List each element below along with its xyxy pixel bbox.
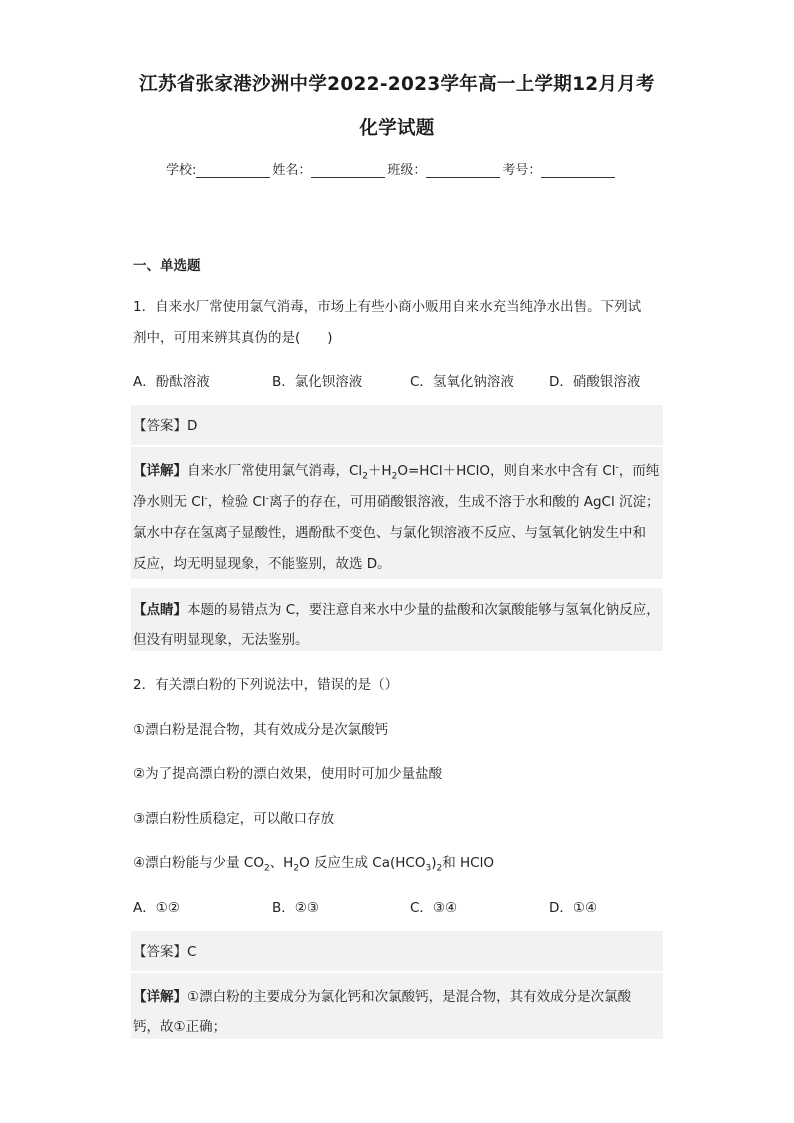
q1-tip-line2: 但没有明显现象，无法鉴别。 xyxy=(133,632,309,648)
answer-label: 【答案】 xyxy=(133,944,187,960)
q1-tip-line1 xyxy=(133,598,660,618)
answer-label: 【答案】 xyxy=(133,418,187,434)
q2-detail-line1 xyxy=(133,985,631,1005)
item-text: 和 HClO xyxy=(442,855,494,871)
detail-text: 离子的存在，可用硝酸银溶液，生成不溶于水和酸的 AgCl 沉淀； xyxy=(268,494,660,510)
q2-item3: ③漂白粉性质稳定，可以敞口存放 xyxy=(133,811,335,827)
q2-option-d: D．①④ xyxy=(549,900,598,916)
q1-detail-line4: 反应，均无明显现象，不能鉴别，故选 D。 xyxy=(133,556,391,572)
q2-option-b: B．②③ xyxy=(272,900,319,916)
class-label: 班级： xyxy=(387,163,427,178)
detail-text: 净水则无 Cl xyxy=(133,494,205,510)
q1-stem-line1: 1．自来水厂常使用氯气消毒，市场上有些小商小贩用自来水充当纯净水出售。下列试 xyxy=(133,299,642,315)
q1-answer xyxy=(133,414,197,434)
item-text: ) xyxy=(431,855,437,871)
class-blank[interactable] xyxy=(426,163,500,178)
superscript: - xyxy=(615,462,619,473)
exam-subtitle: 化学试题 xyxy=(359,118,435,139)
detail-text: O=HCl＋HClO，则自来水中含有 Cl xyxy=(397,463,616,479)
answer-value: D xyxy=(187,418,198,434)
q1-detail-line3: 氯水中存在氢离子显酸性，遇酚酞不变色、与氯化钡溶液不反应、与氢氧化钠发生中和 xyxy=(133,525,646,541)
item-text: O 反应生成 Ca(HCO xyxy=(299,855,426,871)
detail-label: 【详解】 xyxy=(133,989,187,1005)
subscript: 2 xyxy=(263,863,270,874)
q1-option-b: B．氯化钡溶液 xyxy=(272,374,363,390)
q1-detail-line1 xyxy=(133,459,660,482)
q2-stem: 2．有关漂白粉的下列说法中，错误的是（） xyxy=(133,677,399,693)
tip-label: 【点睛】 xyxy=(133,602,187,618)
school-blank[interactable] xyxy=(196,163,270,178)
q2-item1: ①漂白粉是混合物，其有效成分是次氯酸钙 xyxy=(133,722,389,738)
subscript: 2 xyxy=(362,471,368,482)
q2-option-a: A．①② xyxy=(133,900,180,916)
q1-detail-line2 xyxy=(133,490,660,510)
q2-answer xyxy=(133,940,196,960)
q1-answer-box xyxy=(131,405,663,445)
detail-text: ①漂白粉的主要成分为氯化钙和次氯酸钙，是混合物，其有效成分是次氯酸 xyxy=(187,989,632,1005)
detail-text: 自来水厂常使用氯气消毒，Cl xyxy=(187,463,363,479)
superscript: - xyxy=(265,493,269,504)
subscript: 3 xyxy=(425,863,432,874)
subscript: 2 xyxy=(391,471,398,482)
detail-text: ，检验 Cl xyxy=(207,494,266,510)
q1-stem-line2: 剂中，可用来辨其真伪的是( ) xyxy=(133,330,333,346)
subscript: 2 xyxy=(436,863,443,874)
q2-detail-line2: 钙，故①正确； xyxy=(133,1019,227,1035)
q2-item4 xyxy=(133,851,494,874)
q1-option-d: D．硝酸银溶液 xyxy=(549,374,641,390)
q2-answer-box xyxy=(131,931,663,971)
student-info-row xyxy=(166,159,617,178)
q1-option-c: C．氢氧化钠溶液 xyxy=(410,374,514,390)
detail-text: ，而纯 xyxy=(618,463,660,479)
exam-number-label: 考号： xyxy=(502,163,542,178)
q2-item2: ②为了提高漂白粉的漂白效果，使用时可加少量盐酸 xyxy=(133,766,443,782)
answer-value: C xyxy=(187,944,197,960)
q2-option-c: C．③④ xyxy=(410,900,458,916)
item-text: 、H xyxy=(269,855,294,871)
name-label: 姓名： xyxy=(272,163,312,178)
name-blank[interactable] xyxy=(311,163,385,178)
q1-option-a: A．酚酞溶液 xyxy=(133,374,210,390)
exam-title: 江苏省张家港沙洲中学2022-2023学年高一上学期12月月考 xyxy=(139,74,655,95)
tip-text: 本题的易错点为 C，要注意自来水中少量的盐酸和次氯酸能够与氢氧化钠反应， xyxy=(187,602,660,618)
detail-label: 【详解】 xyxy=(133,463,187,479)
superscript: - xyxy=(204,493,208,504)
subscript: 2 xyxy=(293,863,300,874)
detail-text: ＋H xyxy=(367,463,392,479)
item-text: ④漂白粉能与少量 CO xyxy=(133,855,264,871)
exam-number-blank[interactable] xyxy=(541,163,615,178)
section-heading: 一、单选题 xyxy=(133,258,201,274)
school-label: 学校: xyxy=(166,163,197,178)
